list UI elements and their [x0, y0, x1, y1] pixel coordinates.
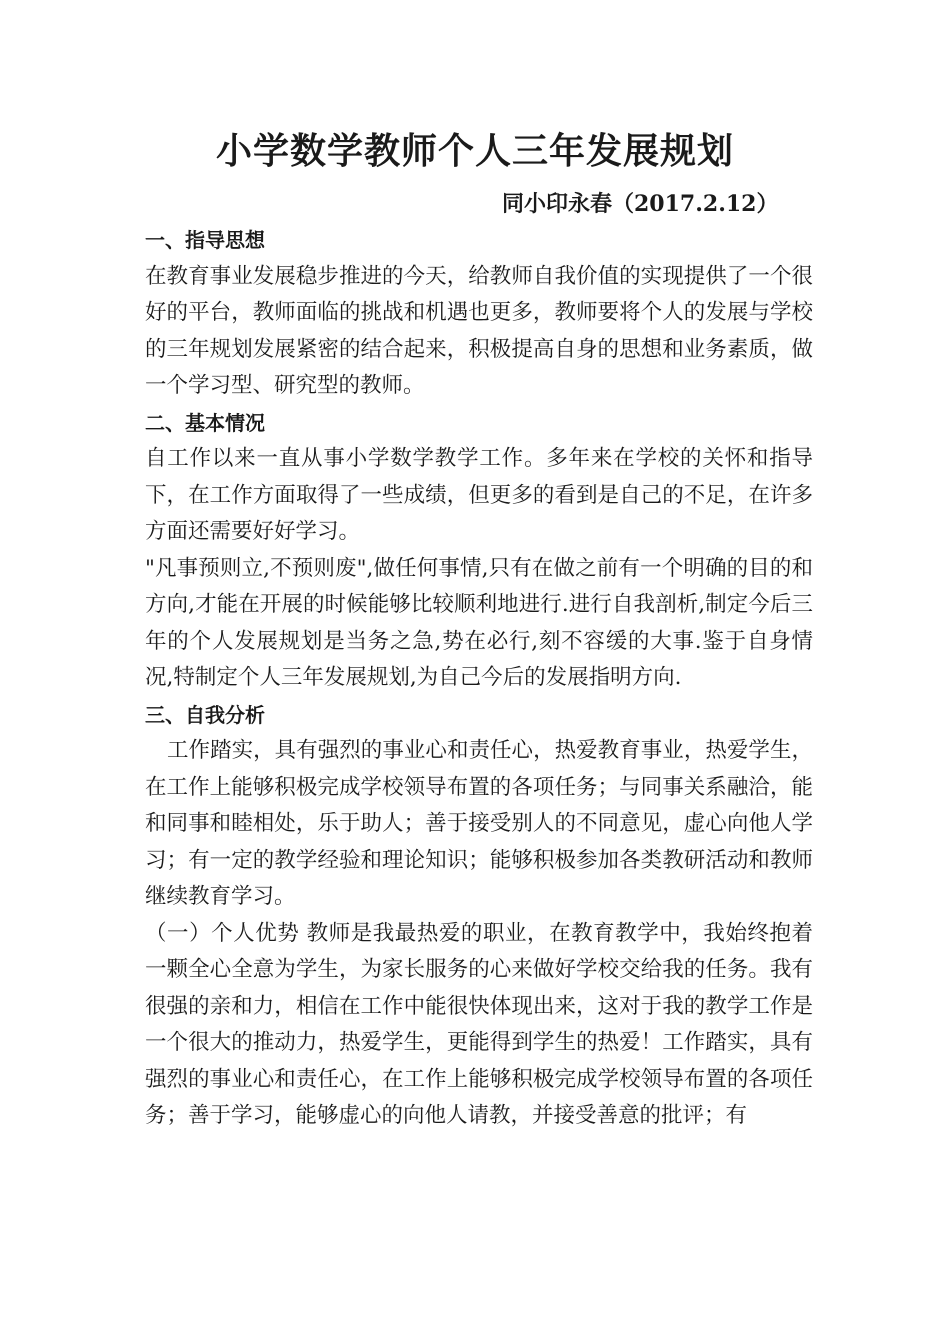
paragraph: 工作踏实，具有强烈的事业心和责任心，热爱教育事业，热爱学生，在工作上能够积极完成学校领导布置的各项任务；与同事关系融洽，能和同事和睦相处，乐于助人；善于接受别人的不同意见，虚心向他人学习；有一定的教学经验和理论知识；能够积极参加各类教研活动和教师继续教育学习。 — [145, 738, 813, 909]
section-self-analysis — [145, 697, 813, 1135]
section-heading: 一、指导思想 — [145, 228, 265, 252]
section-heading: 三、自我分析 — [145, 702, 265, 727]
section-guiding-thought — [145, 222, 813, 405]
paragraph: 自工作以来一直从事小学数学教学工作。多年来在学校的关怀和指导下，在工作方面取得了一些成绩，但更多的看到是自己的不足，在许多方面还需要好好学习。 — [145, 446, 813, 544]
document-body — [145, 222, 813, 1135]
author-line: 同小印永春（2017.2.12） — [502, 191, 779, 217]
section-heading: 二、基本情况 — [145, 410, 265, 435]
paragraph: （一）个人优势 教师是我最热爱的职业，在教育教学中，我始终抱着一颗全心全意为学生，为家长服务的心来做好学校交给我的任务。我有很强的亲和力，相信在工作中能很快体现出来，这对于我的教学工作是一个很大的推动力，热爱学生，更能得到学生的热爱！工作踏实，具有强烈的事业心和责任心，在工作上能够积极完成学校领导布置的各项任务；善于学习，能够虚心的向他人请教，并接受善意的批评；有 — [145, 920, 813, 1128]
document-title: 小学数学教师个人三年发展规划 — [215, 130, 734, 172]
paragraph: 在教育事业发展稳步推进的今天，给教师自我价值的实现提供了一个很好的平台，教师面临的挑战和机遇也更多，教师要将个人的发展与学校的三年规划发展紧密的结合起来，积极提高自身的思想和业务素质，做一个学习型、研究型的教师。 — [145, 263, 813, 398]
section-basic-situation — [145, 405, 813, 697]
paragraph: "凡事预则立,不预则废",做任何事情,只有在做之前有一个明确的目的和方向,才能在开展的时候能够比较顺利地进行.进行自我剖析,制定今后三年的个人发展规划是当务之急,势在必行,刻不容缓的大事.鉴于自身情况,特制定个人三年发展规划,为自己今后的发展指明方向. — [145, 555, 813, 690]
